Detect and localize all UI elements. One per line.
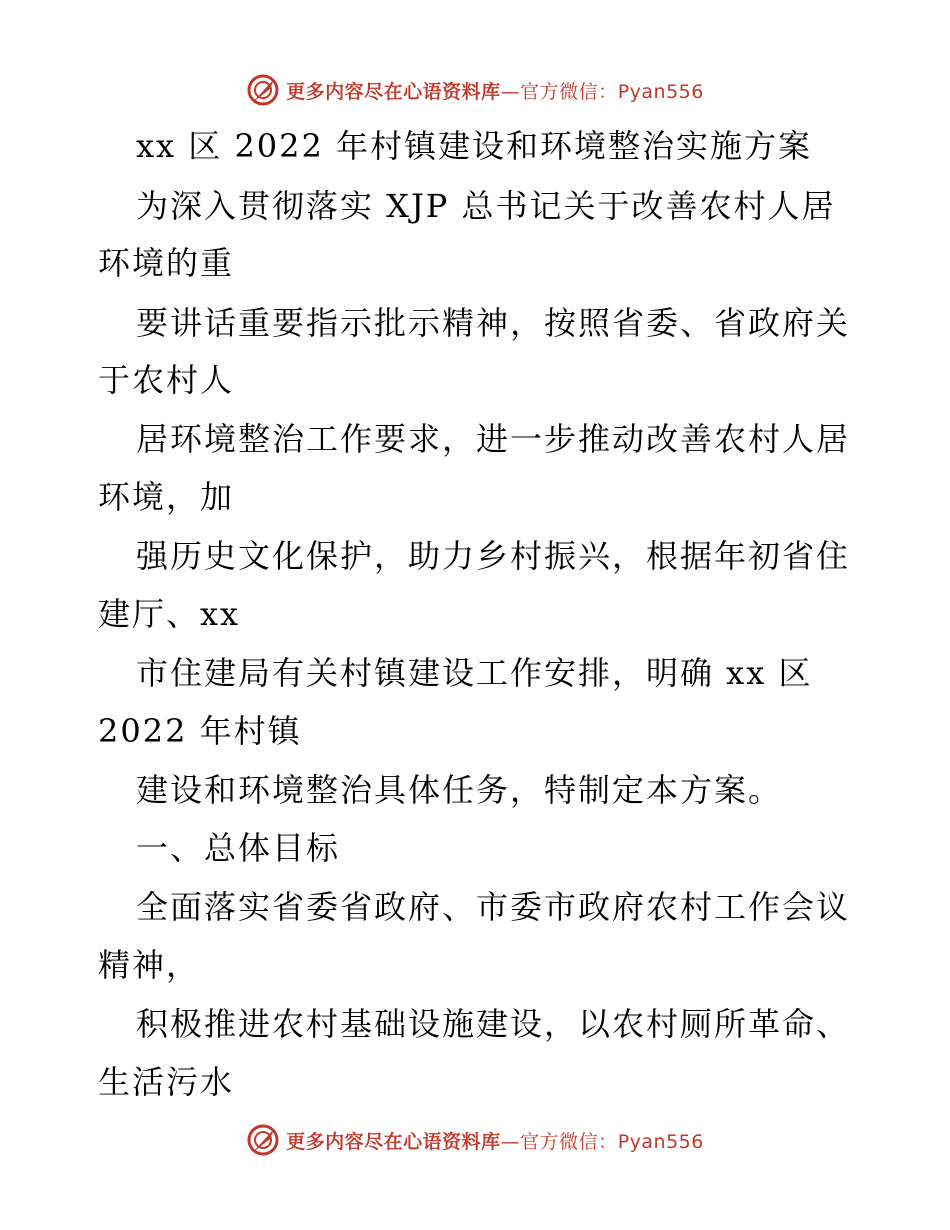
watermark-wechat-id: Pyan556 — [617, 80, 704, 103]
watermark-wechat-id: Pyan556 — [617, 1130, 704, 1153]
quill-logo-icon — [246, 73, 280, 107]
quill-logo-icon — [246, 1123, 280, 1157]
watermark-brand: 更多内容尽在心语资料库 — [286, 80, 501, 103]
doc-line: 积极推进农村基础设施建设，以农村厕所革命、 — [136, 1005, 851, 1043]
doc-title: xx 区 2022 年村镇建设和环境整治实施方案 — [136, 127, 813, 165]
doc-line: 建设和环境整治具体任务，特制定本方案。 — [136, 771, 783, 809]
section-heading: 一、总体目标 — [136, 829, 341, 867]
doc-line: 精神， — [98, 946, 201, 984]
doc-line: 全面落实省委省政府、市委市政府农村工作会议 — [136, 888, 851, 926]
watermark-text — [286, 1127, 704, 1154]
watermark-label: —官方微信： — [500, 80, 618, 103]
header-watermark — [0, 70, 950, 110]
doc-line: 为深入贯彻落实 XJP 总书记关于改善农村人居 — [136, 187, 836, 225]
doc-line: 生活污水 — [98, 1063, 235, 1101]
watermark-brand: 更多内容尽在心语资料库 — [286, 1130, 501, 1153]
doc-line: 建厅、xx — [98, 595, 241, 633]
doc-line: 强历史文化保护，助力乡村振兴，根据年初省住 — [136, 537, 851, 575]
doc-line: 居环境整治工作要求，进一步推动改善农村人居 — [136, 420, 851, 458]
doc-line: 要讲话重要指示批示精神，按照省委、省政府关 — [136, 304, 851, 342]
doc-line: 环境，加 — [98, 478, 235, 516]
watermark-label: —官方微信： — [500, 1130, 618, 1153]
footer-watermark — [0, 1120, 950, 1160]
doc-line: 2022 年村镇 — [98, 712, 302, 750]
watermark-text — [286, 77, 704, 104]
doc-line: 环境的重 — [98, 244, 235, 282]
doc-line: 市住建局有关村镇建设工作安排，明确 xx 区 — [136, 654, 813, 692]
doc-line: 于农村人 — [98, 361, 235, 399]
